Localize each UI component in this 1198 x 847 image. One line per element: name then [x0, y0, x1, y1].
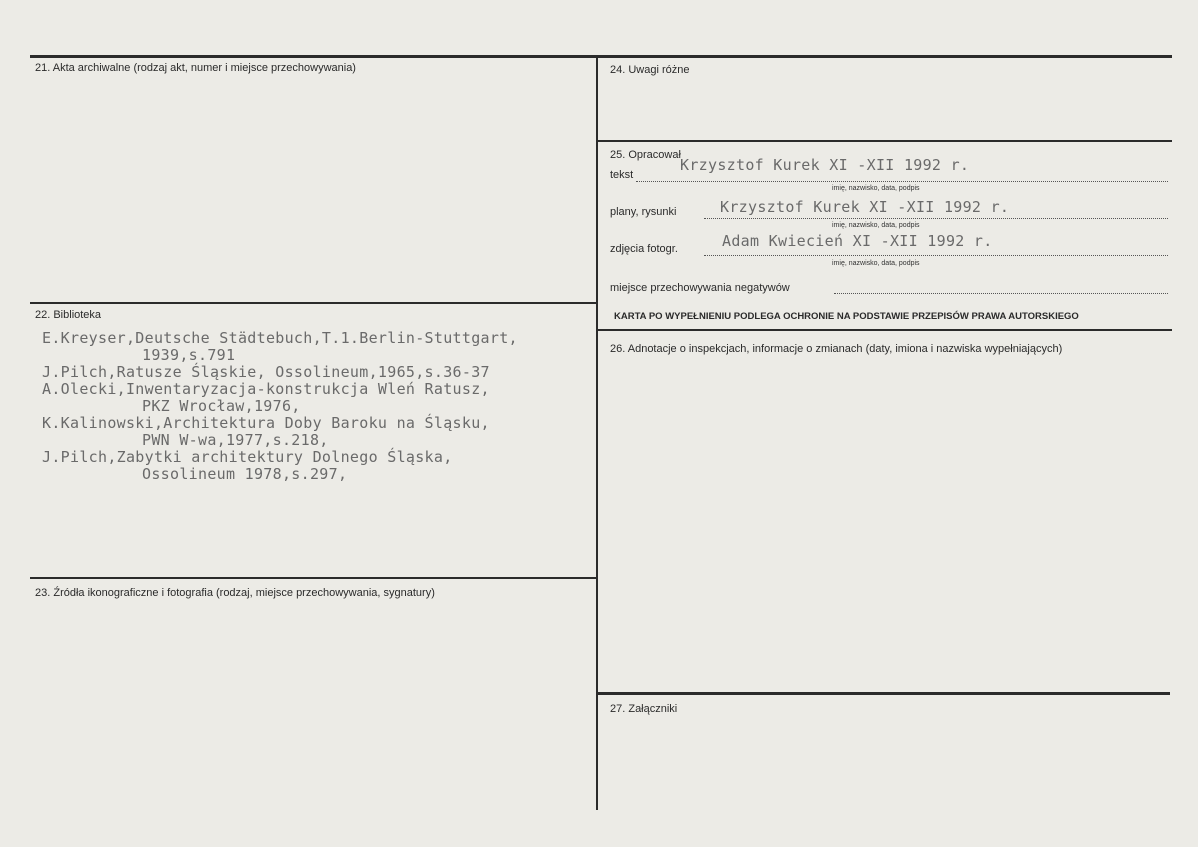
negatywy-line [834, 293, 1168, 294]
bibliography-line: E.Kreyser,Deutsche Städtebuch,T.1.Berlin-Stuttgart, [42, 329, 518, 347]
tekst-line [636, 181, 1168, 182]
bibliography-line: J.Pilch,Ratusze Śląskie, Ossolineum,1965,s.36-37 [42, 363, 490, 381]
zdjecia-line [704, 255, 1168, 256]
bibliography-line: A.Olecki,Inwentaryzacja-konstrukcja Wleń Ratusz, [42, 380, 490, 398]
copyright-notice: KARTA PO WYPEŁNIENIU PODLEGA OCHRONIE NA PODSTAWIE PRZEPISÓW PRAWA AUTORSKIEGO [614, 311, 1079, 322]
bibliography-line: J.Pilch,Zabytki architektury Dolnego Śląska, [42, 448, 453, 466]
section-24-label: 24. Uwagi różne [610, 64, 690, 76]
rule-24-25 [597, 140, 1172, 142]
section-25-label: 25. Opracował [610, 149, 681, 161]
zdjecia-hint: imię, nazwisko, data, podpis [832, 260, 920, 267]
rule-21-22 [30, 302, 597, 304]
bibliography-line: K.Kalinowski,Architektura Doby Baroku na Śląsku, [42, 414, 490, 432]
section-26-label: 26. Adnotacje o inspekcjach, informacje o zmianach (daty, imiona i nazwiska wypełniających) [610, 343, 1063, 355]
top-rule [30, 55, 1172, 58]
bibliography-list [42, 330, 518, 483]
bibliography-line: PWN W-wa,1977,s.218, [142, 431, 329, 449]
section-27-label: 27. Załączniki [610, 703, 678, 715]
rule-22-23 [30, 577, 597, 579]
tekst-value: Krzysztof Kurek XI -XII 1992 r. [680, 156, 970, 174]
left-column-divider [596, 55, 598, 810]
tekst-label: tekst [610, 169, 634, 181]
section-21-label: 21. Akta archiwalne (rodzaj akt, numer i miejsce przechowywania) [35, 62, 356, 74]
plany-value: Krzysztof Kurek XI -XII 1992 r. [720, 198, 1010, 216]
bibliography-line: 1939,s.791 [142, 346, 236, 364]
plany-hint: imię, nazwisko, data, podpis [832, 222, 920, 229]
plany-line [704, 218, 1168, 219]
plany-label: plany, rysunki [610, 206, 677, 218]
rule-25-26 [597, 329, 1172, 331]
bibliography-line: PKZ Wrocław,1976, [142, 397, 301, 415]
zdjecia-value: Adam Kwiecień XI -XII 1992 r. [722, 232, 993, 250]
negatywy-label: miejsce przechowywania negatywów [610, 282, 790, 294]
tekst-hint: imię, nazwisko, data, podpis [832, 185, 920, 192]
zdjecia-label: zdjęcia fotogr. [610, 243, 678, 255]
rule-26-27 [597, 692, 1170, 695]
section-23-label: 23. Źródła ikonograficzne i fotografia (rodzaj, miejsce przechowywania, sygnatury) [35, 587, 435, 599]
section-22-label: 22. Biblioteka [35, 309, 102, 321]
bibliography-line: Ossolineum 1978,s.297, [142, 465, 348, 483]
